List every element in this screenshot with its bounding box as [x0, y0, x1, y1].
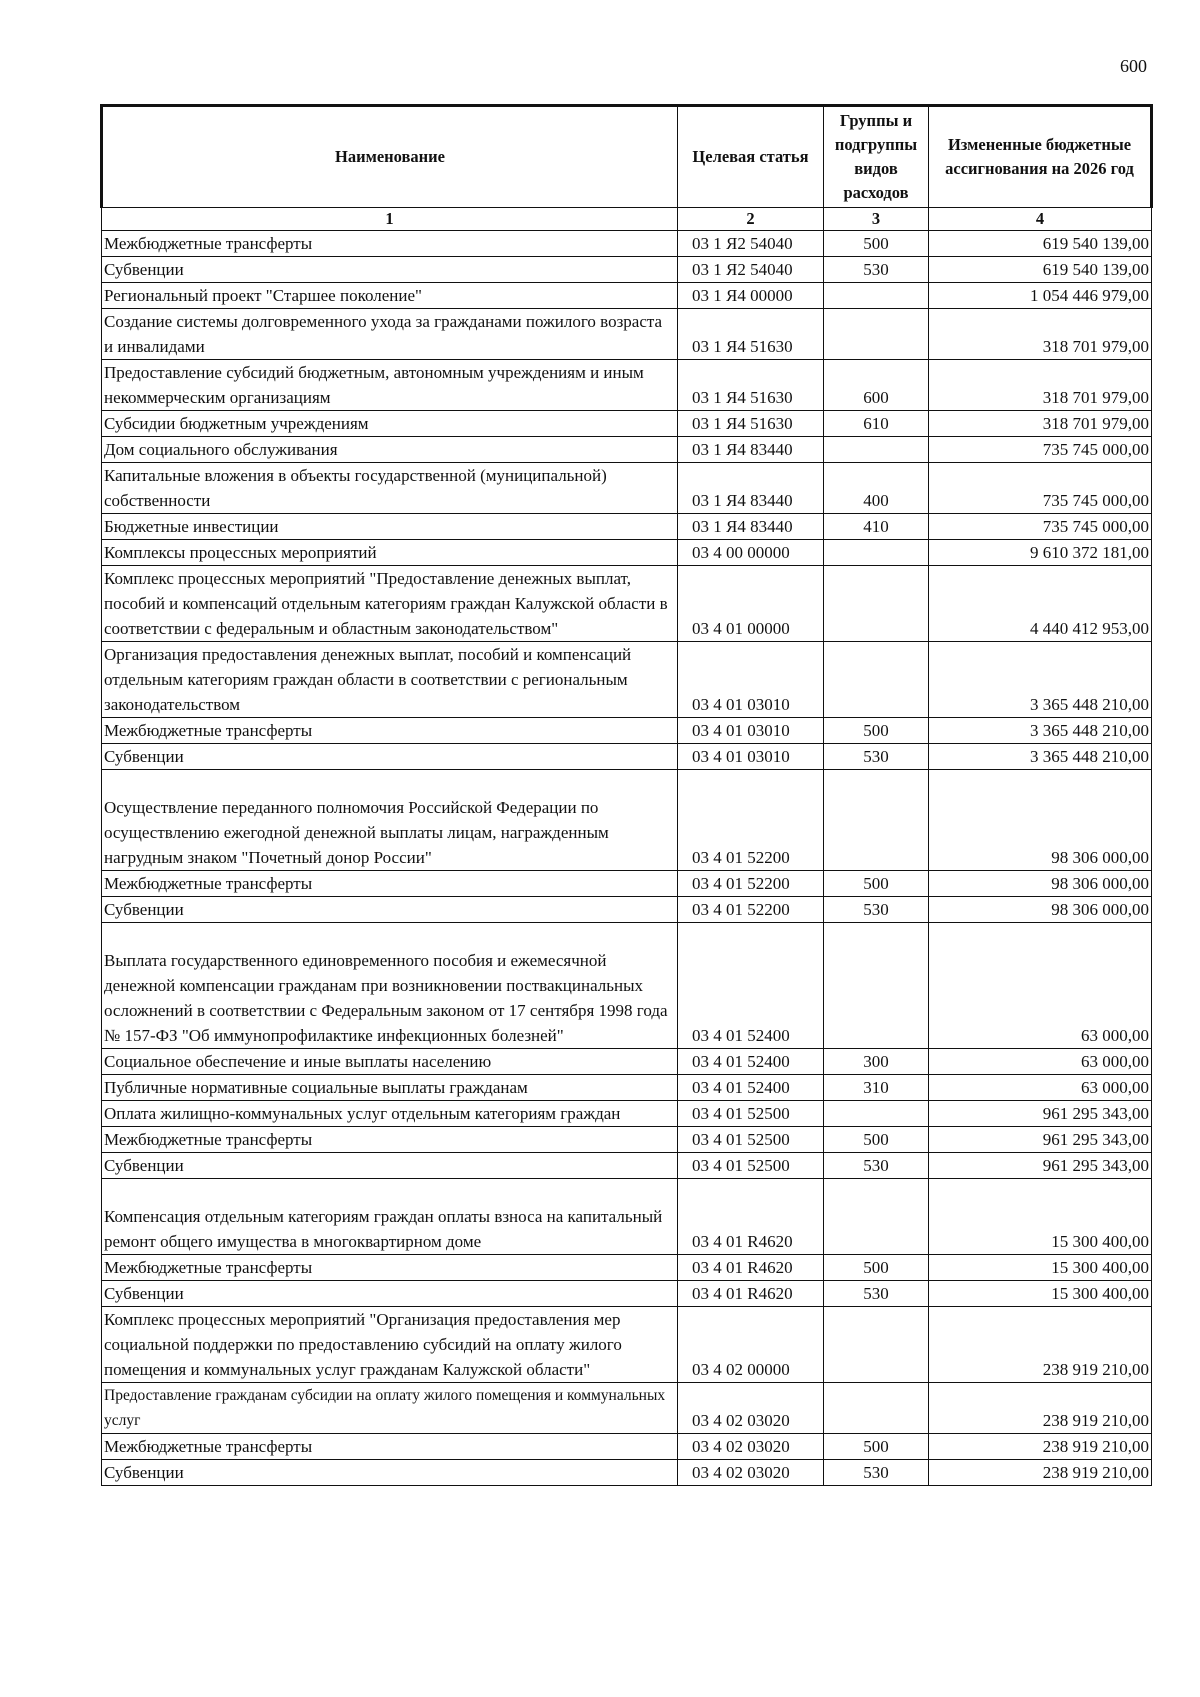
row-amount: 735 745 000,00 [929, 437, 1152, 463]
row-name: Межбюджетные трансферты [102, 1127, 678, 1153]
row-target-code: 03 4 02 03020 [678, 1460, 824, 1486]
row-target-code: 03 4 01 52500 [678, 1153, 824, 1179]
table-row [102, 1127, 1152, 1153]
row-amount: 238 919 210,00 [929, 1307, 1152, 1383]
table-row [102, 514, 1152, 540]
row-expense-type [824, 1101, 929, 1127]
row-name: Компенсация отдельным категориям граждан оплаты взноса на капитальный ремонт общего имущества в многоквартирном доме [104, 1207, 663, 1251]
row-name: Межбюджетные трансферты [102, 1255, 678, 1281]
row-target-code: 03 4 01 R4620 [678, 1179, 824, 1255]
row-expense-type: 500 [824, 871, 929, 897]
table-row [102, 1434, 1152, 1460]
row-target-code: 03 4 01 R4620 [678, 1281, 824, 1307]
row-name: Межбюджетные трансферты [102, 231, 678, 257]
row-name: Субвенции [102, 1281, 678, 1307]
row-target-code: 03 4 01 52200 [678, 770, 824, 871]
row-target-code: 03 4 02 03020 [678, 1383, 824, 1434]
column-number: 4 [929, 208, 1152, 231]
row-target-code: 03 4 01 52200 [678, 897, 824, 923]
page-number: 600 [1120, 56, 1147, 76]
row-amount: 15 300 400,00 [929, 1281, 1152, 1307]
row-expense-type: 530 [824, 744, 929, 770]
row-name: Субвенции [102, 257, 678, 283]
table-row [102, 897, 1152, 923]
row-target-code: 03 4 01 03010 [678, 744, 824, 770]
row-target-code: 03 1 Я2 54040 [678, 257, 824, 283]
row-expense-type: 410 [824, 514, 929, 540]
table-row [102, 283, 1152, 309]
row-amount: 619 540 139,00 [929, 231, 1152, 257]
row-amount: 318 701 979,00 [929, 309, 1152, 360]
row-name: Публичные нормативные социальные выплаты гражданам [102, 1075, 678, 1101]
row-name: Межбюджетные трансферты [102, 718, 678, 744]
row-target-code: 03 4 01 52400 [678, 1049, 824, 1075]
row-name: Капитальные вложения в объекты государственной (муниципальной) собственности [102, 463, 678, 514]
row-target-code: 03 4 01 00000 [678, 566, 824, 642]
row-amount: 15 300 400,00 [929, 1255, 1152, 1281]
row-name: Комплекс процессных мероприятий "Предоставление денежных выплат, пособий и компенсаций отдельным категориям граждан Калужской области в соответствии с федеральным и областным законодательством" [102, 566, 678, 642]
row-name-cell [102, 1179, 678, 1255]
table-row [102, 770, 1152, 871]
row-target-code: 03 4 01 03010 [678, 718, 824, 744]
table-row [102, 871, 1152, 897]
row-amount: 63 000,00 [929, 1049, 1152, 1075]
table-row [102, 437, 1152, 463]
header-expense-groups: Группы и подгруппы видов расходов [824, 106, 929, 208]
row-target-code: 03 1 Я4 00000 [678, 283, 824, 309]
row-amount: 238 919 210,00 [929, 1383, 1152, 1434]
header-name: Наименование [102, 106, 678, 208]
row-name: Осуществление переданного полномочия Российской Федерации по осуществлению ежегодной денежной выплаты лицам, награжденным нагрудным знаком "Почетный донор России" [104, 798, 609, 867]
table-row [102, 309, 1152, 360]
row-amount: 1 054 446 979,00 [929, 283, 1152, 309]
row-name: Предоставление субсидий бюджетным, автономным учреждениям и иным некоммерческим организациям [102, 360, 678, 411]
table-row [102, 1075, 1152, 1101]
row-amount: 318 701 979,00 [929, 360, 1152, 411]
row-amount: 63 000,00 [929, 1075, 1152, 1101]
row-name: Организация предоставления денежных выплат, пособий и компенсаций отдельным категориям граждан области в соответствии с региональным законодательством [102, 642, 678, 718]
row-name: Субвенции [102, 1153, 678, 1179]
table-row [102, 566, 1152, 642]
table-row [102, 1049, 1152, 1075]
row-amount: 238 919 210,00 [929, 1434, 1152, 1460]
table-row [102, 1460, 1152, 1486]
row-amount: 3 365 448 210,00 [929, 718, 1152, 744]
row-amount: 961 295 343,00 [929, 1127, 1152, 1153]
row-name: Межбюджетные трансферты [102, 871, 678, 897]
row-name: Региональный проект "Старшее поколение" [102, 283, 678, 309]
table-row [102, 642, 1152, 718]
row-name: Социальное обеспечение и иные выплаты населению [102, 1049, 678, 1075]
row-target-code: 03 1 Я4 51630 [678, 360, 824, 411]
column-number: 3 [824, 208, 929, 231]
row-amount: 735 745 000,00 [929, 514, 1152, 540]
row-target-code: 03 1 Я2 54040 [678, 231, 824, 257]
row-expense-type [824, 642, 929, 718]
row-name: Выплата государственного единовременного пособия и ежемесячной денежной компенсации гражданам при возникновении поствакцинальных осложнений в соответствии с Федеральным законом от 17 сентября 1998 года № 157-ФЗ "Об иммунопрофилактике инфекционных болезней" [104, 951, 668, 1045]
row-name: Бюджетные инвестиции [102, 514, 678, 540]
row-expense-type: 300 [824, 1049, 929, 1075]
row-amount: 9 610 372 181,00 [929, 540, 1152, 566]
row-expense-type: 530 [824, 1460, 929, 1486]
row-expense-type: 500 [824, 1434, 929, 1460]
table-row [102, 360, 1152, 411]
table-row [102, 1101, 1152, 1127]
table-row [102, 718, 1152, 744]
row-amount: 619 540 139,00 [929, 257, 1152, 283]
row-target-code: 03 4 02 03020 [678, 1434, 824, 1460]
row-expense-type [824, 540, 929, 566]
row-expense-type: 530 [824, 897, 929, 923]
row-name-cell [102, 770, 678, 871]
table-row [102, 231, 1152, 257]
row-target-code: 03 4 01 52400 [678, 1075, 824, 1101]
row-expense-type [824, 923, 929, 1049]
row-name: Создание системы долговременного ухода за гражданами пожилого возраста и инвалидами [102, 309, 678, 360]
row-amount: 735 745 000,00 [929, 463, 1152, 514]
row-expense-type: 530 [824, 257, 929, 283]
row-expense-type: 530 [824, 1153, 929, 1179]
row-name: Предоставление гражданам субсидии на оплату жилого помещения и коммунальных услуг [102, 1383, 678, 1434]
row-target-code: 03 4 01 R4620 [678, 1255, 824, 1281]
row-target-code: 03 1 Я4 51630 [678, 309, 824, 360]
row-target-code: 03 4 01 52400 [678, 923, 824, 1049]
row-amount: 318 701 979,00 [929, 411, 1152, 437]
row-name: Межбюджетные трансферты [102, 1434, 678, 1460]
table-row [102, 1281, 1152, 1307]
table-row [102, 1153, 1152, 1179]
row-target-code: 03 4 01 52200 [678, 871, 824, 897]
row-name: Комплекс процессных мероприятий "Организация предоставления мер социальной поддержки по предоставлению субсидий на оплату жилого помещения и коммунальных услуг гражданам Калужской области" [102, 1307, 678, 1383]
table-row [102, 463, 1152, 514]
row-target-code: 03 1 Я4 83440 [678, 514, 824, 540]
table-row [102, 257, 1152, 283]
row-target-code: 03 4 01 52500 [678, 1101, 824, 1127]
row-expense-type [824, 1383, 929, 1434]
table-row [102, 744, 1152, 770]
table-row [102, 1307, 1152, 1383]
row-name: Субвенции [102, 744, 678, 770]
table-row [102, 411, 1152, 437]
row-expense-type [824, 1307, 929, 1383]
table-row [102, 923, 1152, 1049]
row-amount: 98 306 000,00 [929, 897, 1152, 923]
row-expense-type: 530 [824, 1281, 929, 1307]
row-name: Комплексы процессных мероприятий [102, 540, 678, 566]
row-amount: 3 365 448 210,00 [929, 744, 1152, 770]
row-expense-type: 310 [824, 1075, 929, 1101]
row-target-code: 03 1 Я4 51630 [678, 411, 824, 437]
row-expense-type: 500 [824, 231, 929, 257]
table-row [102, 1383, 1152, 1434]
row-expense-type: 500 [824, 1127, 929, 1153]
row-amount: 63 000,00 [929, 923, 1152, 1049]
row-amount: 98 306 000,00 [929, 871, 1152, 897]
budget-table [100, 104, 1153, 1486]
row-name: Субсидии бюджетным учреждениям [102, 411, 678, 437]
row-name: Дом социального обслуживания [102, 437, 678, 463]
row-expense-type [824, 1179, 929, 1255]
header-amount-2026: Измененные бюджетные ассигнования на 2026 год [929, 106, 1152, 208]
row-amount: 98 306 000,00 [929, 770, 1152, 871]
row-expense-type: 610 [824, 411, 929, 437]
row-name: Оплата жилищно-коммунальных услуг отдельным категориям граждан [102, 1101, 678, 1127]
row-expense-type [824, 770, 929, 871]
table-row [102, 1179, 1152, 1255]
header-target-article: Целевая статья [678, 106, 824, 208]
row-expense-type [824, 283, 929, 309]
row-expense-type: 600 [824, 360, 929, 411]
table-row [102, 1255, 1152, 1281]
row-target-code: 03 4 00 00000 [678, 540, 824, 566]
row-amount: 961 295 343,00 [929, 1101, 1152, 1127]
row-name-cell [102, 923, 678, 1049]
table-row [102, 540, 1152, 566]
row-name: Субвенции [102, 897, 678, 923]
row-expense-type [824, 437, 929, 463]
row-target-code: 03 1 Я4 83440 [678, 463, 824, 514]
row-target-code: 03 4 01 03010 [678, 642, 824, 718]
row-expense-type: 500 [824, 1255, 929, 1281]
row-expense-type: 500 [824, 718, 929, 744]
row-amount: 4 440 412 953,00 [929, 566, 1152, 642]
row-target-code: 03 4 02 00000 [678, 1307, 824, 1383]
row-target-code: 03 1 Я4 83440 [678, 437, 824, 463]
row-target-code: 03 4 01 52500 [678, 1127, 824, 1153]
column-number: 2 [678, 208, 824, 231]
row-expense-type [824, 566, 929, 642]
row-name: Субвенции [102, 1460, 678, 1486]
row-expense-type: 400 [824, 463, 929, 514]
column-number: 1 [102, 208, 678, 231]
row-amount: 15 300 400,00 [929, 1179, 1152, 1255]
row-amount: 961 295 343,00 [929, 1153, 1152, 1179]
row-amount: 3 365 448 210,00 [929, 642, 1152, 718]
row-expense-type [824, 309, 929, 360]
row-amount: 238 919 210,00 [929, 1460, 1152, 1486]
